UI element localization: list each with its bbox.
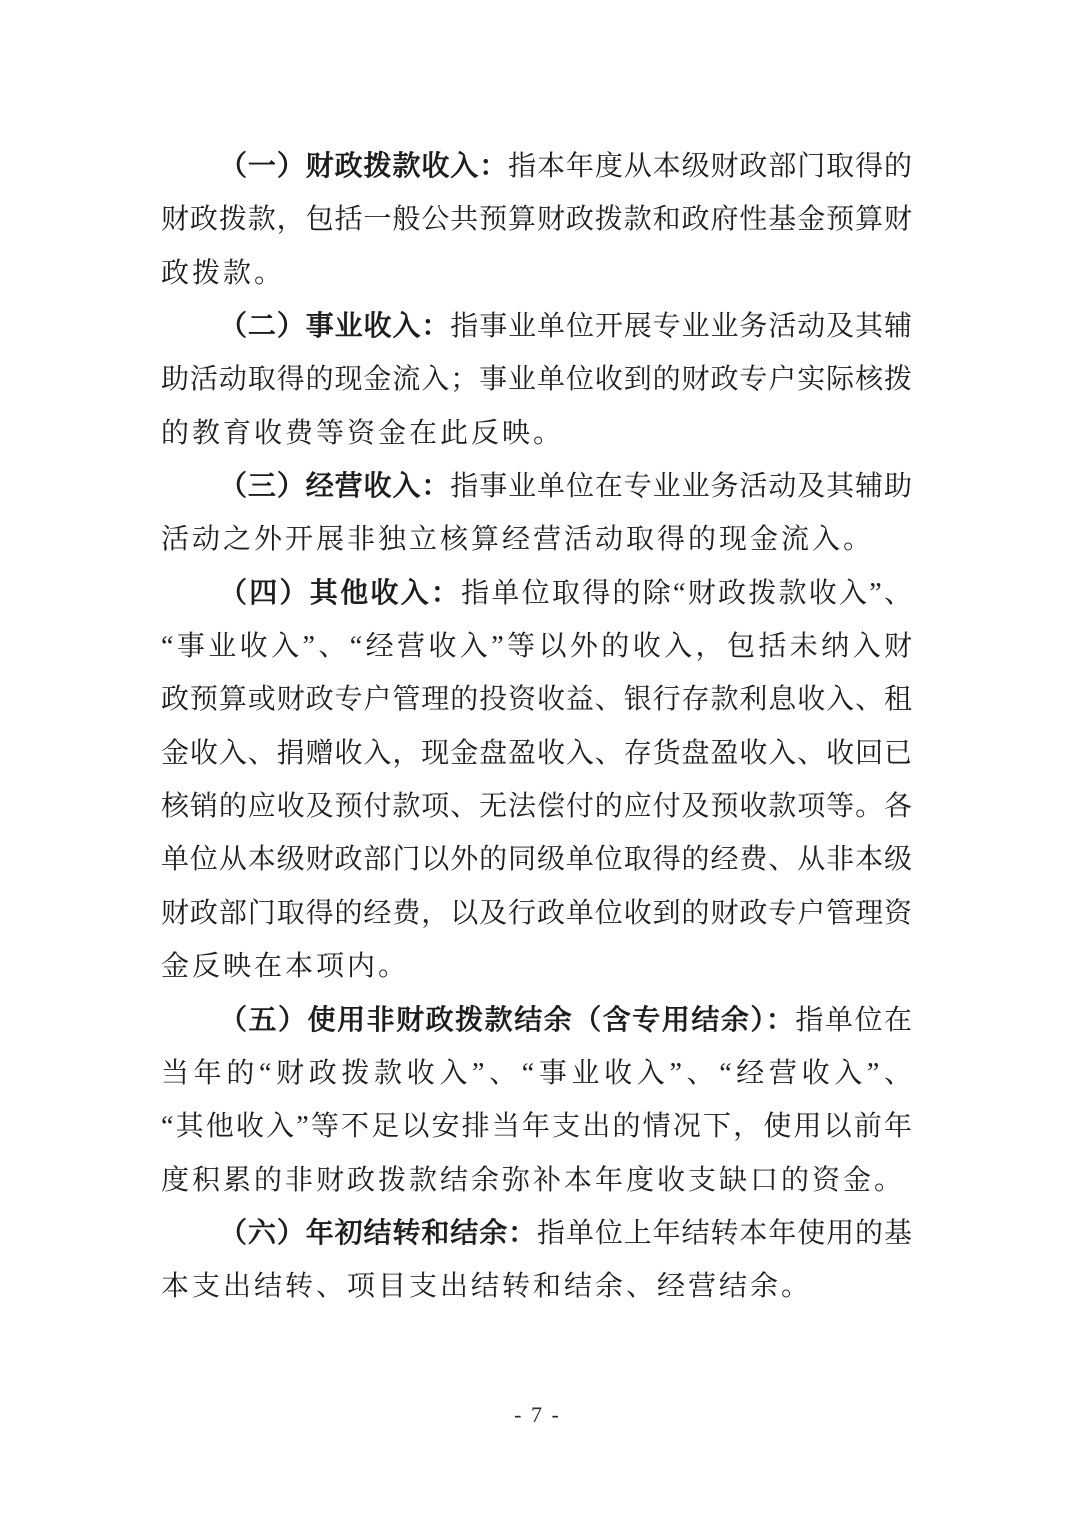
page-number: - 7 - xyxy=(514,1402,561,1427)
paragraph-4-line-1: （四）其他收入：指单位取得的除“财政拨款收入”、 xyxy=(219,577,912,609)
paragraph-5-line-3: “其他收入”等不足以安排当年支出的情况下，使用以前年 xyxy=(161,1111,912,1143)
paragraph-1-lead: （一）财政拨款收入： xyxy=(219,151,509,182)
paragraph-5-line-4: 度积累的非财政拨款结余弥补本年度收支缺口的资金。 xyxy=(161,1164,906,1196)
paragraph-3-lead: （三）经营收入： xyxy=(219,471,451,503)
paragraph-3-line-2: 活动之外开展非独立核算经营活动取得的现金流入。 xyxy=(161,524,875,556)
paragraph-6-lead: （六）年初结转和结余： xyxy=(219,1217,538,1249)
paragraph-1-line-1: （一）财政拨款收入：指本年度从本级财政部门取得的 xyxy=(219,151,912,182)
paragraph-2-lead: （二）事业收入： xyxy=(219,311,451,343)
paragraph-5-lead: （五）使用非财政拨款结余（含专用结余）： xyxy=(219,1004,796,1036)
paragraph-4-line-5: 核销的应收及预付款项、无法偿付的应付及预收款项等。各 xyxy=(161,791,912,823)
paragraph-4-line-7: 财政部门取得的经费，以及行政单位收到的财政专户管理资 xyxy=(161,897,912,929)
paragraph-4-line-8: 金反映在本项内。 xyxy=(161,951,410,983)
paragraph-1-line-3: 政拨款。 xyxy=(161,257,286,289)
paragraph-1-line-2: 财政拨款，包括一般公共预算财政拨款和政府性基金预算财 xyxy=(161,204,912,236)
paragraph-4-lead: （四）其他收入： xyxy=(219,577,462,609)
paragraph-6-line-1: （六）年初结转和结余：指单位上年结转本年使用的基 xyxy=(219,1217,912,1249)
paragraph-4-line-6: 单位从本级财政部门以外的同级单位取得的经费、从非本级 xyxy=(161,844,912,876)
paragraph-2-line-3: 的教育收费等资金在此反映。 xyxy=(161,417,565,449)
paragraph-5-line-2: 当年的“财政拨款收入”、“事业收入”、“经营收入”、 xyxy=(161,1057,912,1089)
paragraph-6-line-2: 本支出结转、项目支出结转和结余、经营结余。 xyxy=(161,1271,813,1303)
page-body xyxy=(161,140,912,1314)
paragraph-4-line-2: “事业收入”、“经营收入”等以外的收入，包括未纳入财 xyxy=(161,631,912,663)
paragraph-2-line-1: （二）事业收入：指事业单位开展专业业务活动及其辅 xyxy=(219,311,912,343)
paragraph-3-line-1: （三）经营收入：指事业单位在专业业务活动及其辅助 xyxy=(219,471,912,503)
paragraph-4-line-3: 政预算或财政专户管理的投资收益、银行存款利息收入、租 xyxy=(161,684,912,716)
paragraph-2-line-2: 助活动取得的现金流入；事业单位收到的财政专户实际核拨 xyxy=(161,364,912,396)
paragraph-5-line-1: （五）使用非财政拨款结余（含专用结余）：指单位在 xyxy=(219,1004,912,1036)
paragraph-4-line-4: 金收入、捐赠收入，现金盘盈收入、存货盘盈收入、收回已 xyxy=(161,737,912,769)
